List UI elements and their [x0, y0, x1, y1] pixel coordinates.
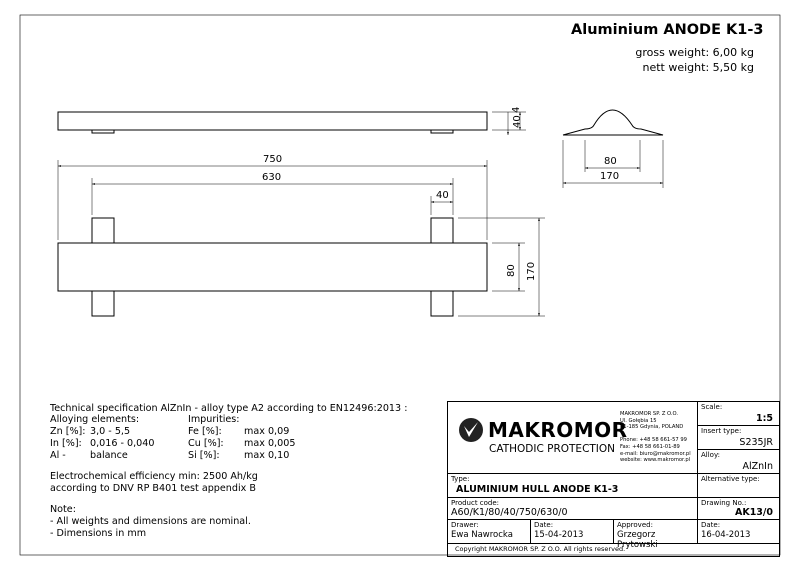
side-view	[58, 112, 526, 135]
drawing-no-label: Drawing No.:	[701, 499, 747, 507]
note-units: - Dimensions in mm	[50, 528, 147, 539]
alloy-value: AlZnIn	[742, 461, 773, 472]
spec-row-range: 3,0 - 5,5	[90, 426, 131, 437]
scale-value: 1:5	[755, 413, 773, 424]
nett-weight: nett weight: 5,50 kg	[642, 61, 754, 74]
alloy-cell	[698, 450, 779, 474]
alloy-label: Alloy:	[701, 451, 720, 459]
type-label: Type:	[451, 475, 470, 483]
date2-label: Date:	[701, 521, 721, 529]
dim-side-height: 40	[512, 115, 523, 128]
product-label: Product code:	[451, 499, 500, 507]
spec-row-range: balance	[90, 450, 128, 461]
dim-core-width: 40	[436, 190, 449, 201]
alt-type-label: Alternative type:	[701, 475, 760, 483]
drawing-no-cell	[698, 498, 779, 520]
plan-view	[58, 160, 545, 316]
spec-row-range: 0,016 - 0,040	[90, 438, 155, 449]
product-cell	[448, 498, 698, 520]
approved-cell	[614, 520, 698, 550]
date2-value: 16-04-2013	[701, 530, 751, 540]
scale-label: Scale:	[701, 403, 723, 411]
date1-cell	[531, 520, 614, 544]
dim-profile-outer: 170	[600, 171, 620, 182]
scale-cell	[698, 402, 779, 426]
spec-row-imp: Fe [%]:	[188, 426, 222, 437]
company-address: MAKROMOR SP. Z O.O. Ul. Gołębia 15 81-185 Gdynia, POLAND Phone: +48 58 661-57 99 Fax: +48 58 661-01-89 e-mail: biuro@makromor.pl website: www.makromor.pl	[620, 411, 691, 464]
drawer-value: Ewa Nawrocka	[451, 530, 513, 540]
insert-label: Insert type:	[701, 427, 742, 435]
drawing-no-value: AK13/0	[734, 507, 773, 518]
note-weights: - All weights and dimensions are nominal.	[50, 516, 251, 527]
dim-length-core: 630	[262, 172, 282, 183]
alt-type-cell	[698, 474, 779, 498]
company-subtitle: CATHODIC PROTECTION	[489, 443, 616, 455]
spec-row-imp: Cu [%]:	[188, 438, 224, 449]
drawing-title: Aluminium ANODE K1-3	[571, 22, 764, 38]
title-block	[447, 401, 780, 557]
spec-row-el: Zn [%]:	[50, 426, 86, 437]
makromor-logo-icon	[458, 417, 484, 443]
insert-cell	[698, 426, 779, 450]
spec-row-el: In [%]:	[50, 438, 82, 449]
drawer-label: Drawer:	[451, 521, 479, 529]
dim-width-total: 170	[526, 261, 537, 281]
company-name: MAKROMOR	[488, 418, 628, 442]
efficiency-line1: Electrochemical efficiency min: 2500 Ah/kg	[50, 471, 258, 482]
insert-value: S235JR	[739, 437, 773, 448]
copyright-text: Copyright MAKROMOR SP. Z O.O. All rights reserved.	[455, 545, 626, 553]
spec-row-el: Al -	[50, 450, 66, 461]
spec-row-max: max 0,09	[244, 426, 290, 437]
date1-value: 15-04-2013	[534, 530, 584, 540]
dim-side-thickness: 4	[511, 106, 522, 113]
note-heading: Note:	[50, 504, 76, 515]
spec-row-max: max 0,10	[244, 450, 290, 461]
approved-label: Approved:	[617, 521, 653, 529]
approved-value: Grzegorz Prytowski	[617, 530, 658, 550]
date1-label: Date:	[534, 521, 554, 529]
drawer-cell	[448, 520, 531, 544]
spec-row-max: max 0,005	[244, 438, 296, 449]
alloying-heading: Alloying elements:	[50, 414, 140, 425]
dim-width-body: 80	[506, 264, 517, 277]
gross-weight: gross weight: 6,00 kg	[635, 46, 754, 59]
spec-row-imp: Si [%]:	[188, 450, 220, 461]
product-value: A60/K1/80/40/750/630/0	[451, 507, 568, 518]
dim-profile-inner: 80	[604, 156, 617, 167]
efficiency-line2: according to DNV RP B401 test appendix B	[50, 483, 256, 494]
type-value: ALUMINIUM HULL ANODE K1-3	[456, 484, 619, 495]
logo-cell	[448, 402, 698, 474]
type-cell	[448, 474, 698, 498]
dim-length-total: 750	[263, 154, 283, 165]
impurities-heading: Impurities:	[188, 414, 240, 425]
date2-cell	[698, 520, 779, 544]
spec-heading: Technical specification AlZnIn - alloy type A2 according to EN12496:2013 :	[50, 403, 408, 414]
